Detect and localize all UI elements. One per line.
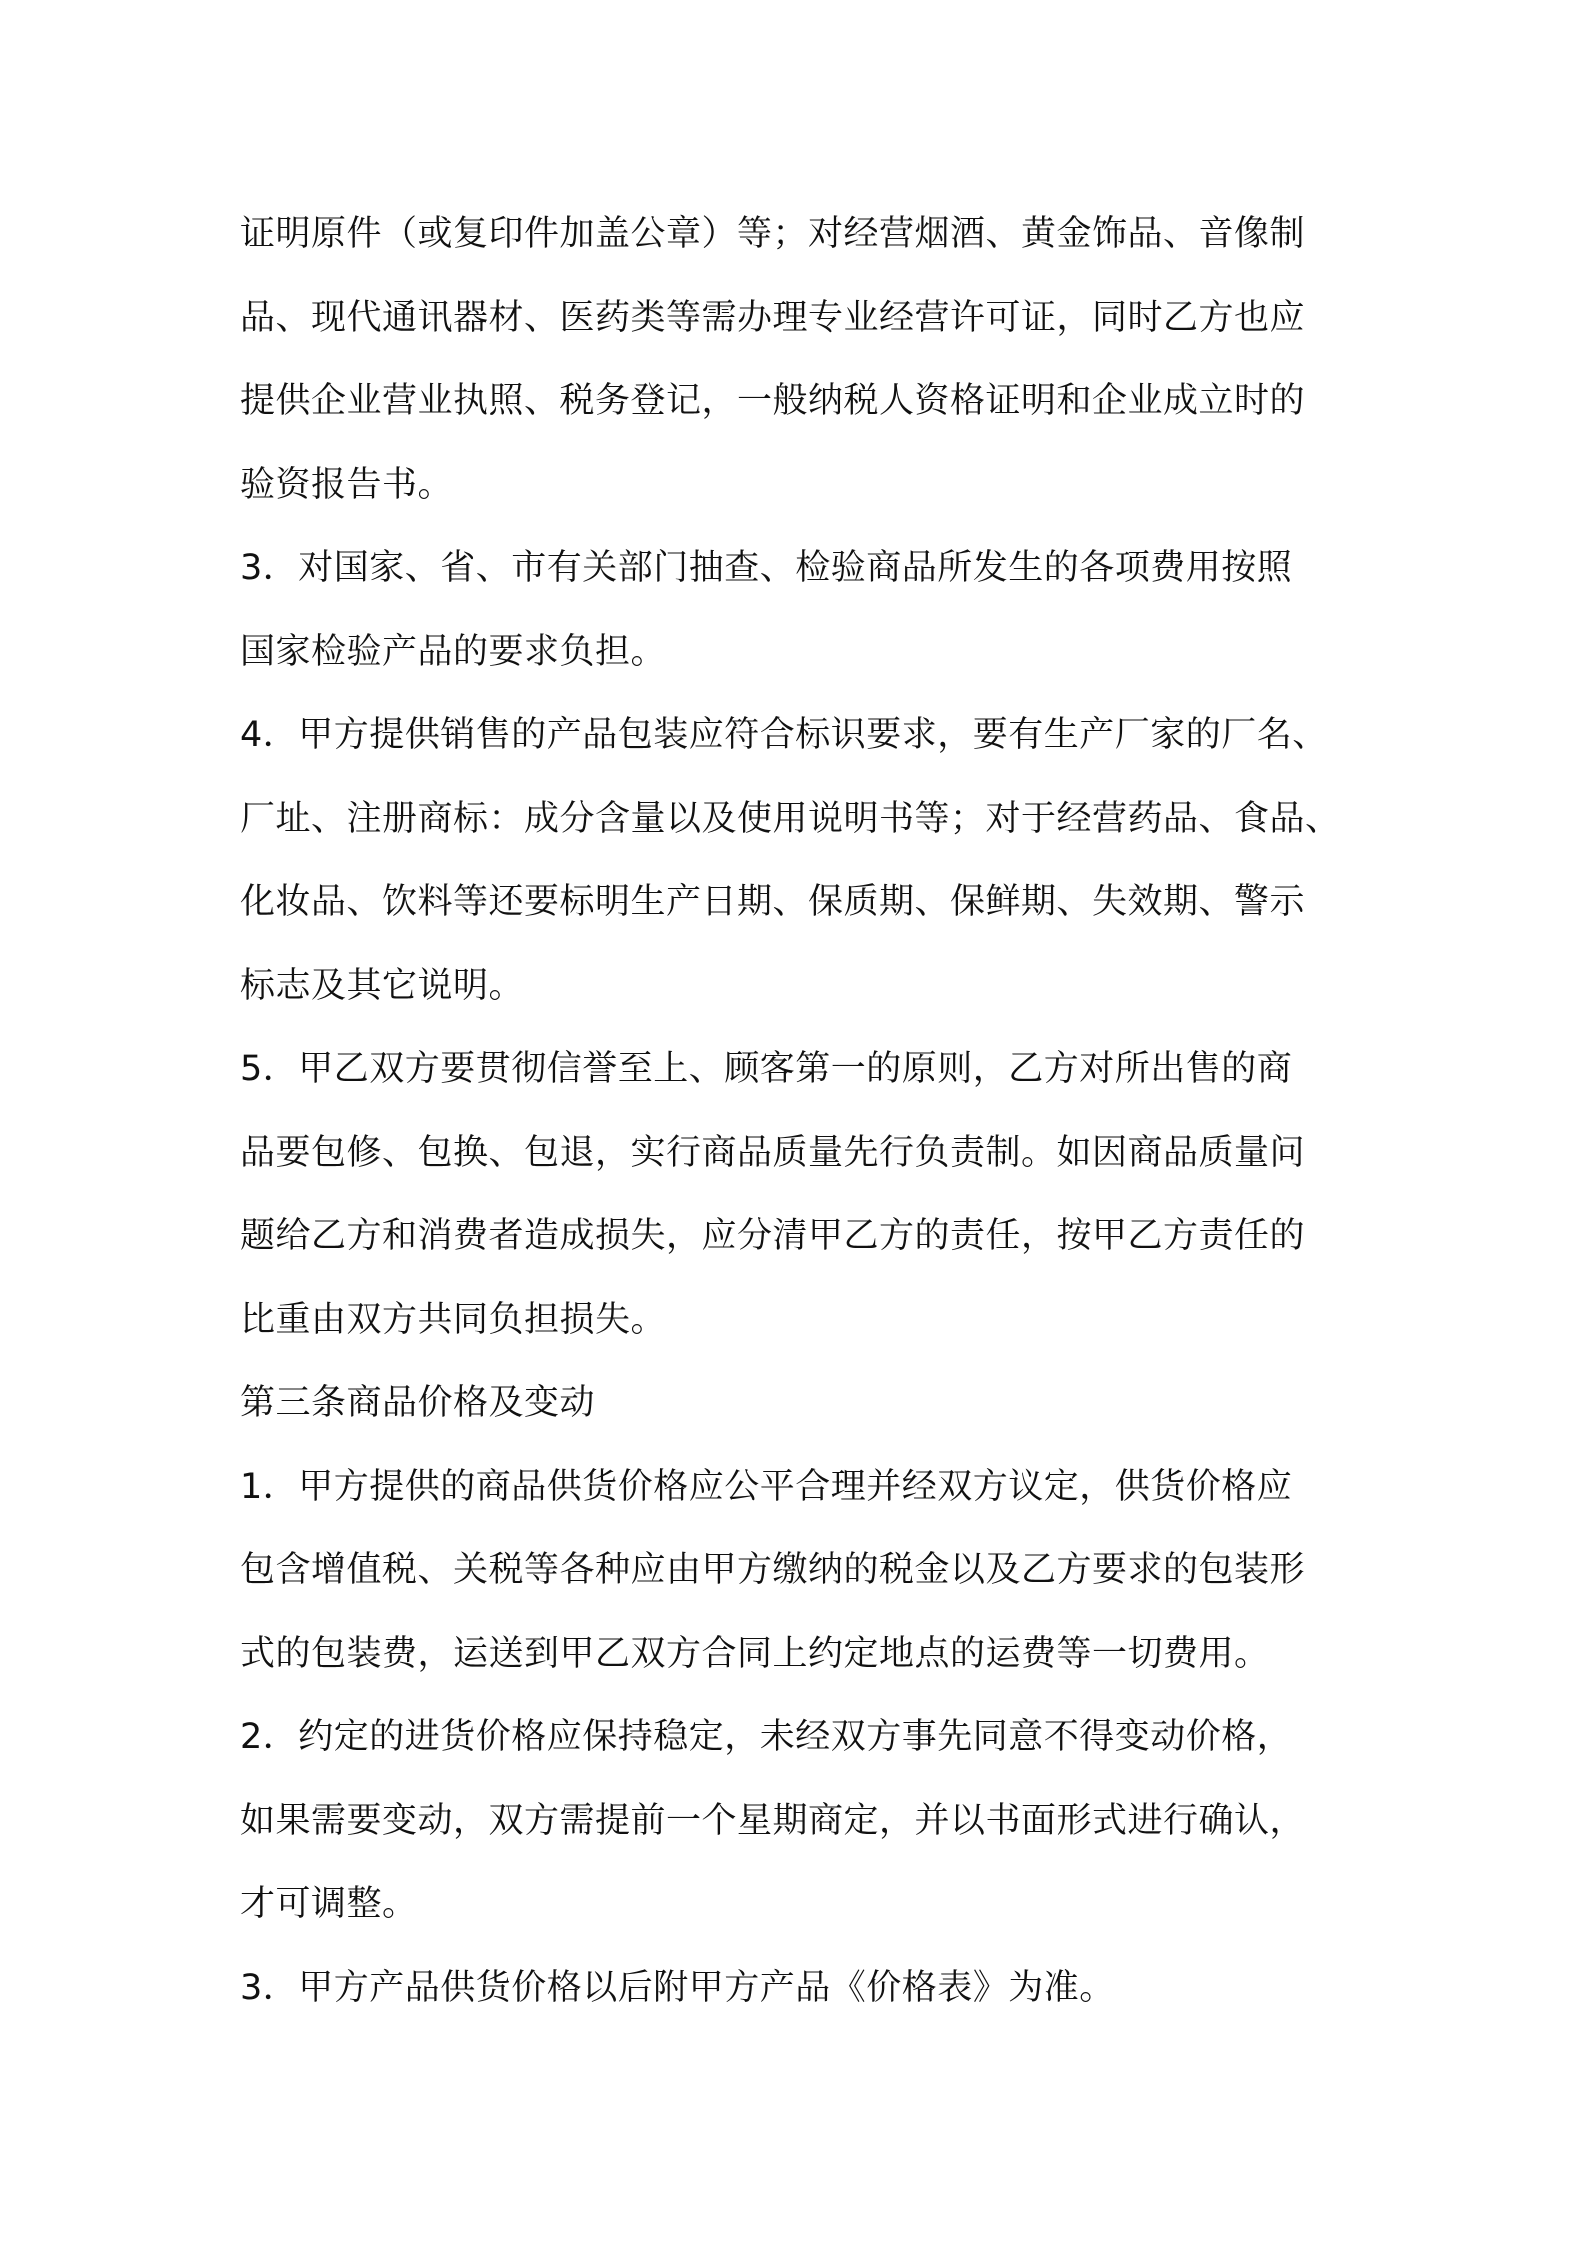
text-line: 式的包装费，运送到甲乙双方合同上约定地点的运费等一切费用。 — [240, 1633, 1270, 1674]
text-line: 厂址、注册商标：成分含量以及使用说明书等；对于经营药品、食品、 — [240, 798, 1341, 839]
text-line: 比重由双方共同负担损失。 — [240, 1299, 667, 1340]
text-line: 3．甲方产品供货价格以后附甲方产品《价格表》为准。 — [240, 1967, 1115, 2008]
text-line: 3．对国家、省、市有关部门抽查、检验商品所发生的各项费用按照 — [240, 548, 1293, 588]
text-line: 标志及其它说明。 — [240, 965, 525, 1006]
text-line: 验资报告书。 — [240, 464, 454, 505]
text-line: 5．甲乙双方要贯彻信誉至上、顾客第一的原则，乙方对所出售的商 — [240, 1049, 1293, 1089]
text-line: 包含增值税、关税等各种应由甲方缴纳的税金以及乙方要求的包装形 — [240, 1550, 1306, 1590]
document-body — [240, 193, 1390, 2030]
text-line: 题给乙方和消费者造成损失，应分清甲乙方的责任，按甲乙方责任的 — [240, 1216, 1306, 1256]
text-line: 2．约定的进货价格应保持稳定，未经双方事先同意不得变动价格， — [240, 1717, 1293, 1757]
text-line: 证明原件（或复印件加盖公章）等；对经营烟酒、黄金饰品、音像制 — [240, 214, 1306, 254]
section-heading: 第三条商品价格及变动 — [240, 1383, 596, 1423]
text-line: 提供企业营业执照、税务登记，一般纳税人资格证明和企业成立时的 — [240, 381, 1306, 421]
text-line: 品要包修、包换、包退，实行商品质量先行负责制。如因商品质量问 — [240, 1132, 1306, 1173]
text-line: 如果需要变动，双方需提前一个星期商定，并以书面形式进行确认， — [240, 1800, 1306, 1841]
text-line: 品、现代通讯器材、医药类等需办理专业经营许可证，同时乙方也应 — [240, 297, 1306, 338]
text-line: 国家检验产品的要求负担。 — [240, 631, 667, 672]
text-line: 化妆品、饮料等还要标明生产日期、保质期、保鲜期、失效期、警示 — [240, 882, 1306, 922]
text-line: 4．甲方提供销售的产品包装应符合标识要求，要有生产厂家的厂名、 — [240, 715, 1328, 755]
text-line: 才可调整。 — [240, 1884, 418, 1924]
text-line: 1．甲方提供的商品供货价格应公平合理并经双方议定，供货价格应 — [240, 1466, 1293, 1507]
